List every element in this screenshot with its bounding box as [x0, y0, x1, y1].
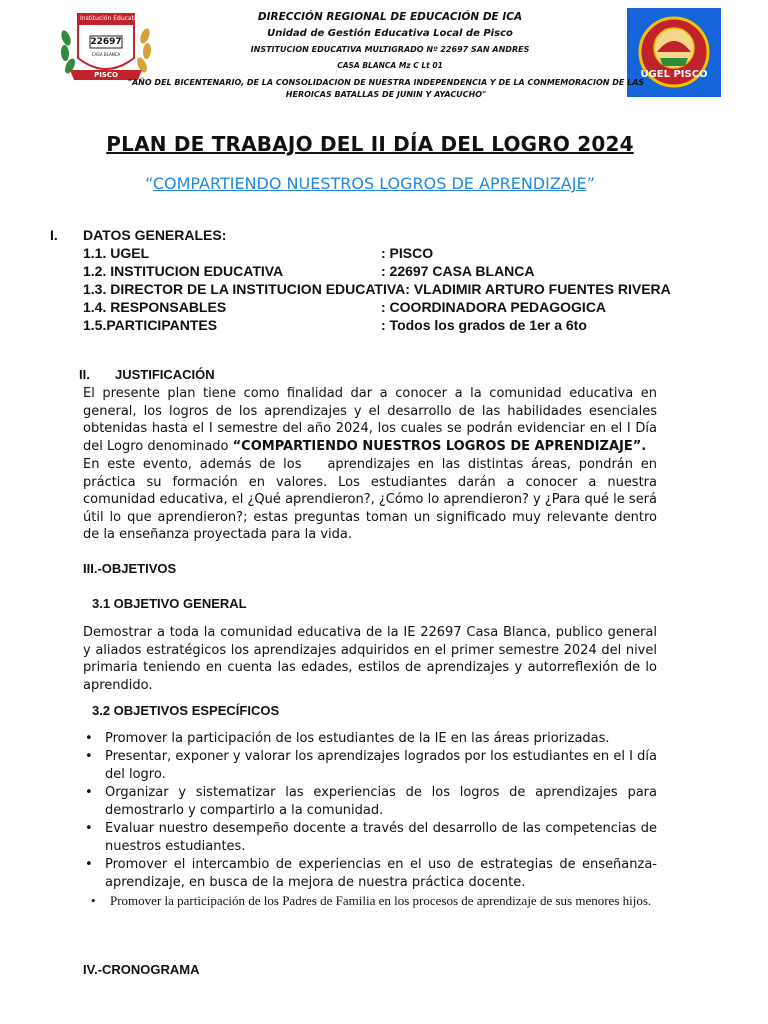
- header-line-2: Unidad de Gestión Educativa Local de Pisco: [267, 28, 513, 39]
- datos-value: : Todos los grados de 1er a 6to: [381, 317, 587, 333]
- list-item: [83, 784, 657, 820]
- list-item: [83, 748, 657, 784]
- header-line-4: CASA BLANCA Mz C Lt 01: [337, 61, 443, 70]
- list-item: [83, 820, 657, 856]
- section-1-heading: DATOS GENERALES:: [83, 227, 227, 243]
- list-item: [83, 892, 657, 910]
- list-item: [83, 856, 657, 892]
- bullet-icon: •: [85, 821, 93, 836]
- section-2-number: II.: [79, 367, 90, 382]
- justificacion-text-a: En este evento, además de los: [83, 457, 302, 472]
- datos-label: 1.2. INSTITUCION EDUCATIVA: [83, 263, 284, 279]
- logo-number: 22697: [90, 37, 122, 47]
- list-item-text: Evaluar nuestro desempeño docente a través del desarrollo de las competencias de nuestros estudiantes.: [105, 821, 657, 854]
- datos-row-participantes: [83, 317, 587, 333]
- objetivos-especificos-list: [83, 730, 657, 910]
- datos-value: : 22697 CASA BLANCA: [381, 263, 535, 279]
- bullet-icon: •: [85, 731, 93, 746]
- justificacion-paragraph-2: [83, 456, 657, 544]
- datos-row-institucion: [83, 263, 535, 279]
- objetivo-general-heading: 3.1 OBJETIVO GENERAL: [92, 596, 247, 611]
- bullet-icon: •: [85, 785, 93, 800]
- ugel-logo-text: UGEL PISCO: [640, 69, 708, 80]
- logo-top-text: Institución Educativa: [80, 15, 143, 22]
- justificacion-bold-title: “COMPARTIENDO NUESTROS LOGROS DE APRENDIZAJE”.: [232, 438, 647, 454]
- section-1-number: I.: [50, 227, 58, 243]
- datos-label: 1.1. UGEL: [83, 245, 150, 261]
- datos-label: 1.5.PARTICIPANTES: [83, 317, 218, 333]
- justificacion-paragraph-1: [83, 385, 657, 455]
- logo-ribbon-text: PISCO: [94, 71, 118, 79]
- datos-label: 1.4. RESPONSABLES: [83, 299, 227, 315]
- subtitle-open-quote: “: [145, 174, 153, 193]
- objetivos-especificos-heading: 3.2 OBJETIVOS ESPECÍFICOS: [92, 703, 280, 718]
- datos-row-ugel: [83, 245, 434, 261]
- datos-label: 1.3. DIRECTOR DE LA INSTITUCION EDUCATIVA:: [83, 281, 410, 297]
- justificacion-text-b: aprendizajes en las distintas áreas, pondrán en práctica su formación en valores. Los estudiantes darán a conocer a nuestra comunidad educativa, el ¿Qué aprendieron?, ¿Cómo lo aprendieron? y ¿Para qué le será útil lo que aprendieron?; estas preguntas toman un significado muy relevante dentro de la enseñanza proyectada para la vida.: [83, 457, 657, 542]
- header-motto: "AÑO DEL BICENTENARIO, DE LA CONSOLIDACION DE NUESTRA INDEPENDENCIA Y DE LA CONMEMORACION DE LAS HEROICAS BATALLAS DE JUNIN Y AYACUCHO": [127, 78, 645, 99]
- datos-row-director: [83, 281, 671, 297]
- section-2-heading: JUSTIFICACIÓN: [115, 367, 215, 382]
- datos-value: : PISCO: [381, 245, 434, 261]
- bullet-icon: •: [85, 857, 93, 872]
- list-item-text: Organizar y sistematizar las experiencias de los logros de aprendizajes para demostrarlo y compartirlo a la comunidad.: [105, 785, 657, 818]
- bullet-icon: •: [91, 893, 96, 908]
- datos-row-responsables: [83, 299, 607, 315]
- datos-value: : COORDINADORA PEDAGOGICA: [381, 299, 607, 315]
- list-item-text: Promover la participación de los estudiantes de la IE en las áreas priorizadas.: [105, 731, 610, 746]
- document-subtitle: [0, 174, 740, 193]
- list-item-text: Presentar, exponer y valorar los aprendizajes logrados por los estudiantes en el I día del logro.: [105, 749, 657, 782]
- list-item: [83, 730, 657, 748]
- section-4-heading: IV.-CRONOGRAMA: [83, 962, 200, 977]
- justificacion-text: El presente plan tiene como finalidad dar a conocer a la comunidad educativa en general, los logros de los aprendizajes y el desarrollo de las habilidades esenciales obtenidas hasta el I semestre del año 2024, los cuales se podrán evidenciar en el I Día del Logro denominado: [83, 386, 657, 454]
- list-item-text: Promover el intercambio de experiencias en el uso de estrategias de enseñanza-aprendizaje, en busca de la mejora de nuestra práctica docente.: [105, 857, 657, 890]
- logo-place: CASA BLANCA: [91, 52, 121, 57]
- subtitle-link[interactable]: COMPARTIENDO NUESTROS LOGROS DE APRENDIZAJE: [152, 174, 587, 193]
- school-logo: [56, 8, 156, 84]
- datos-value: VLADIMIR ARTURO FUENTES RIVERA: [413, 281, 671, 297]
- document-title: PLAN DE TRABAJO DEL II DÍA DEL LOGRO 2024: [106, 132, 634, 156]
- objetivo-general-text: Demostrar a toda la comunidad educativa de la IE 22697 Casa Blanca, publico general y aliados estratégicos los aprendizajes adquiridos en el primer semestre 2024 del nivel primaria teniendo en cuenta las edades, estilos de aprendizajes y autorreflexión de lo aprendido.: [83, 625, 657, 693]
- header-line-3: INSTITUCION EDUCATIVA MULTIGRADO Nº 22697 SAN ANDRES: [250, 45, 530, 54]
- header-line-1: DIRECCIÓN REGIONAL DE EDUCACIÓN DE ICA: [257, 11, 523, 23]
- bullet-icon: •: [85, 749, 93, 764]
- section-3-heading: III.-OBJETIVOS: [83, 561, 177, 576]
- list-item-text: Promover la participación de los Padres de Familia en los procesos de aprendizaje de sus menores hijos.: [110, 893, 652, 908]
- subtitle-close-quote: ”: [586, 174, 595, 193]
